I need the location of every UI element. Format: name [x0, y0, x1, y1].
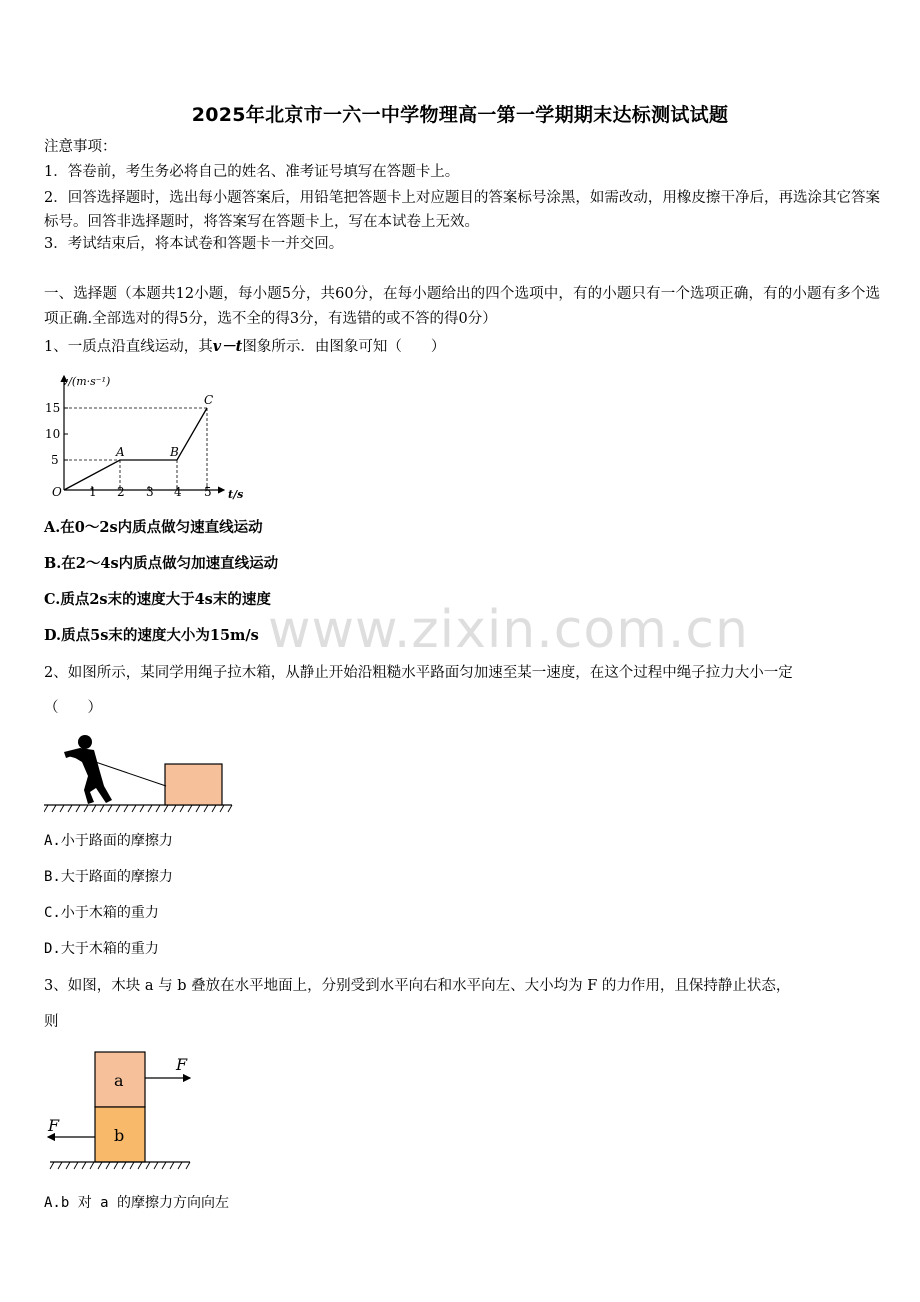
force-right-label: F [176, 1055, 188, 1074]
notice-item-1: 1．答卷前，考生务必将自己的姓名、准考证号填写在答题卡上。 [44, 164, 460, 180]
q2-option-d: D.大于木箱的重力 [44, 941, 159, 957]
watermark: www.zixin.com.cn [268, 600, 749, 660]
q2-option-b: B.大于路面的摩擦力 [44, 869, 173, 885]
vt-line [64, 408, 207, 490]
ground-hatching [44, 805, 232, 812]
page-title: 2025年北京市一六一中学物理高一第一学期期末达标测试试题 [191, 104, 729, 126]
block-a-label: a [114, 1071, 124, 1090]
ground-hatching [50, 1162, 190, 1169]
q1-option-c: C.质点2s末的速度大于4s末的速度 [44, 591, 271, 608]
q3-figure [44, 1048, 199, 1178]
x-tick-5: 5 [204, 485, 212, 499]
q1-option-b: B.在2～4s内质点做匀加速直线运动 [44, 555, 279, 572]
origin-label: O [52, 485, 62, 499]
point-c-label: C [204, 393, 214, 407]
y-tick-15: 15 [45, 401, 61, 415]
y-tick-5: 5 [51, 453, 59, 467]
x-tick-4: 4 [174, 485, 182, 499]
q2-option-a: A.小于路面的摩擦力 [44, 833, 173, 849]
force-left-label: F [48, 1116, 60, 1135]
q2-figure [44, 730, 240, 815]
q1-stem-b: 图象所示．由图象可知（ ） [242, 339, 446, 355]
q1-vt-graph [44, 368, 254, 508]
x-tick-1: 1 [89, 485, 97, 499]
q3-option-a: A.b 对 a 的摩擦力方向向左 [44, 1195, 230, 1211]
q3-stem-line2: 则 [44, 1014, 59, 1030]
notice-item-3: 3．考试结束后，将本试卷和答题卡一并交回。 [44, 236, 344, 252]
x-tick-2: 2 [117, 485, 125, 499]
q1-stem-a: 1、一质点沿直线运动，其 [44, 339, 213, 355]
q1-option-a: A.在0～2s内质点做匀速直线运动 [44, 519, 263, 536]
q3-stem-line1: 3、如图，木块 a 与 b 叠放在水平地面上，分别受到水平向右和水平向左、大小均为 F 的力作用，且保持静止状态， [44, 978, 791, 994]
y-tick-10: 10 [45, 427, 61, 441]
x-axis-label: t/s [228, 488, 244, 501]
notice-item-2: 2．回答选择题时，选出每小题答案后，用铅笔把答题卡上对应题目的答案标号涂黑，如需改动，用橡皮擦干净后，再选涂其它答案标号。回答非选择题时，将答案写在答题卡上，写在本试卷上无效。 [44, 190, 880, 230]
section-intro: 一、选择题（本题共12小题，每小题5分，共60分，在每小题给出的四个选项中，有的小题只有一个选项正确，有的小题有多个选项正确.全部选对的得5分，选不全的得3分，有选错的或不答的得0分） [44, 286, 880, 327]
point-a-label: A [116, 445, 125, 459]
point-b-label: B [170, 445, 179, 459]
q2-stem-line2: （ ） [44, 700, 102, 716]
block-b-label: b [114, 1126, 125, 1145]
wooden-box [165, 764, 222, 805]
person-pulling-icon [64, 735, 112, 804]
notice-heading: 注意事项： [44, 139, 117, 155]
x-tick-3: 3 [146, 485, 154, 499]
q1-stem [44, 337, 880, 357]
q2-stem-line1: 2、如图所示，某同学用绳子拉木箱，从静止开始沿粗糙水平路面匀加速至某一速度，在这个过程中绳子拉力大小一定 [44, 665, 793, 681]
q1-stem-var: v－t [212, 338, 243, 355]
q1-option-d: D.质点5s末的速度大小为15m/s [44, 627, 259, 644]
y-axis-label: v/(m·s⁻¹) [62, 375, 111, 388]
q2-option-c: C.小于木箱的重力 [44, 905, 159, 921]
